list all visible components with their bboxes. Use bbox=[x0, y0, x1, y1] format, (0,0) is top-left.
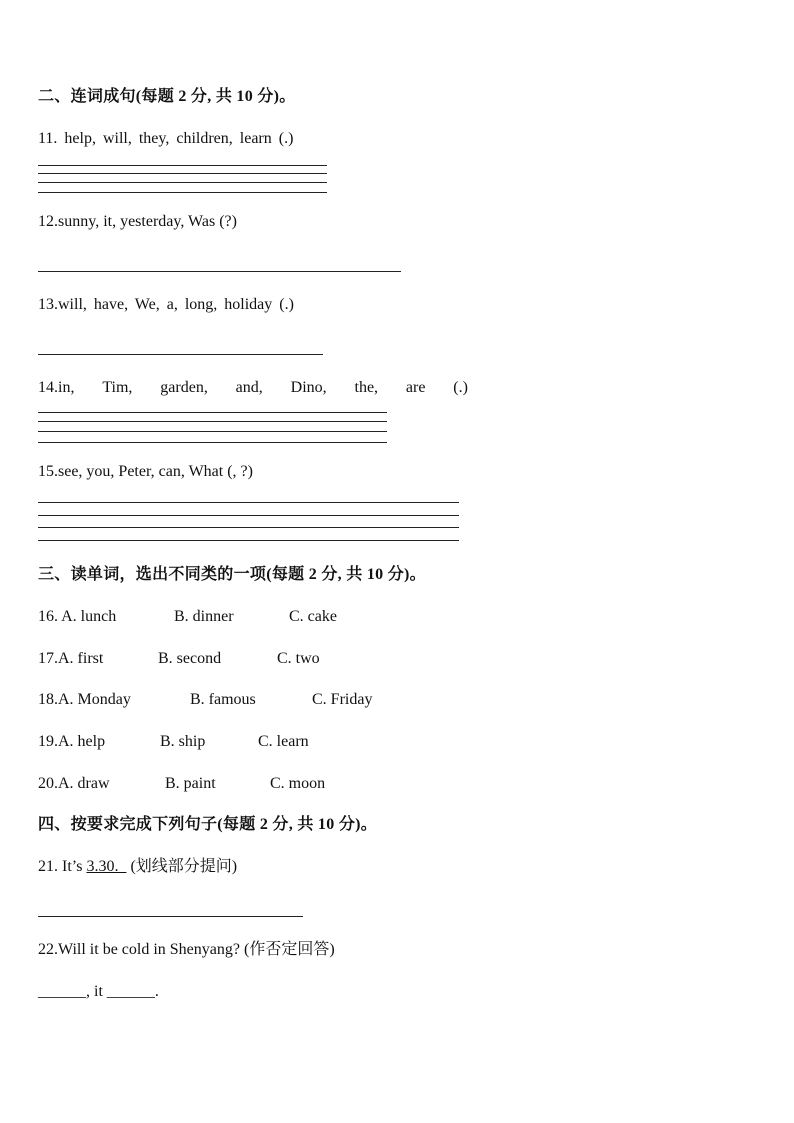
answer-line bbox=[38, 442, 387, 443]
question-20-option-b: B. paint bbox=[165, 775, 216, 792]
answer-line bbox=[38, 165, 327, 166]
question-18-option-a: 18.A. Monday bbox=[38, 691, 131, 708]
question-16-option-c: C. cake bbox=[289, 608, 337, 625]
answer-line bbox=[38, 412, 387, 413]
question-17-option-a: 17.A. first bbox=[38, 650, 104, 667]
answer-line bbox=[38, 271, 401, 272]
question-19-option-c: C. learn bbox=[258, 733, 309, 750]
answer-line bbox=[38, 421, 387, 422]
section-heading-3: 三、读单词，选出不同类的一项(每题 2 分, 共 10 分)。 bbox=[38, 566, 426, 583]
answer-line bbox=[38, 916, 303, 917]
question-19-option-b: B. ship bbox=[160, 733, 206, 750]
question-17-option-c: C. two bbox=[277, 650, 320, 667]
question-16-option-a: 16. A. lunch bbox=[38, 608, 117, 625]
question-22: 22.Will it be cold in Shenyang? (作否定回答) bbox=[38, 941, 335, 958]
section-heading-2: 二、连词成句(每题 2 分, 共 10 分)。 bbox=[38, 88, 296, 105]
q14-word: 14.in, bbox=[38, 379, 75, 396]
answer-line bbox=[38, 192, 327, 193]
question-17-option-b: B. second bbox=[158, 650, 222, 667]
question-15: 15.see, you, Peter, can, What (, ?) bbox=[38, 463, 253, 480]
q21-instruction: (划线部分提问) bbox=[126, 858, 238, 875]
answer-line bbox=[38, 354, 323, 355]
answer-line bbox=[38, 173, 327, 174]
question-12: 12.sunny, it, yesterday, Was (?) bbox=[38, 213, 237, 230]
question-14 bbox=[38, 378, 468, 398]
answer-line bbox=[38, 502, 459, 503]
question-22-answer-blanks: ______, it ______. bbox=[38, 983, 159, 1000]
q14-word: and, bbox=[235, 379, 263, 396]
q14-word: garden, bbox=[160, 379, 208, 396]
question-11: 11. help, will, they, children, learn (.) bbox=[38, 130, 294, 147]
answer-line bbox=[38, 431, 387, 432]
question-19-option-a: 19.A. help bbox=[38, 733, 106, 750]
answer-line bbox=[38, 527, 459, 528]
question-20-option-a: 20.A. draw bbox=[38, 775, 110, 792]
q14-word: are bbox=[405, 379, 426, 396]
question-21 bbox=[38, 857, 237, 877]
answer-line bbox=[38, 540, 459, 541]
question-13: 13.will, have, We, a, long, holiday (.) bbox=[38, 296, 294, 313]
question-20-option-c: C. moon bbox=[270, 775, 326, 792]
question-18-option-b: B. famous bbox=[190, 691, 256, 708]
q14-word: the, bbox=[354, 379, 379, 396]
question-18-option-c: C. Friday bbox=[312, 691, 373, 708]
question-16-option-b: B. dinner bbox=[174, 608, 234, 625]
answer-line bbox=[38, 182, 327, 183]
q14-word: Tim, bbox=[102, 379, 133, 396]
section-heading-4: 四、按要求完成下列句子(每题 2 分, 共 10 分)。 bbox=[38, 816, 378, 833]
q21-underlined-answer: 3.30. bbox=[86, 858, 127, 875]
q14-word: Dino, bbox=[290, 379, 327, 396]
q21-prefix: 21. It’s bbox=[38, 858, 87, 875]
answer-line bbox=[38, 515, 459, 516]
q14-word: (.) bbox=[453, 379, 468, 396]
